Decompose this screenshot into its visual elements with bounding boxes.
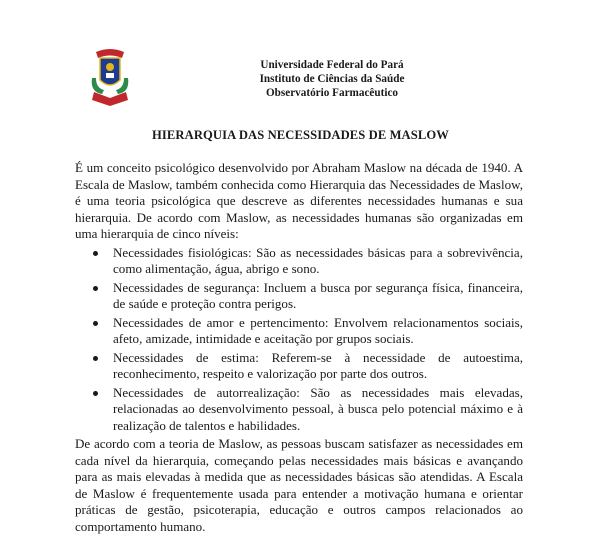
intro-paragraph: É um conceito psicológico desenvolvido por Abraham Maslow na década de 1940. A Escala de Maslow, também conhecida como Hierarquia das Necessidades de Maslow, é uma teoria psicológica que descreve as diferentes necessidades humanas e sua hierarquia. De acordo com Maslow, as necessidades humanas são organizadas em uma hierarquia de cinco níveis: <box>75 160 523 241</box>
institute-name: Instituto de Ciências da Saúde <box>259 73 405 85</box>
university-logo <box>88 48 132 110</box>
list-item: Necessidades fisiológicas: São as necessidades básicas para a sobrevivência, como alimentação, água, abrigo e sono. <box>113 244 523 276</box>
needs-list <box>75 245 523 435</box>
institution-header <box>232 58 432 100</box>
conclusion-paragraph: De acordo com a teoria de Maslow, as pessoas buscam satisfazer as necessidades em cada nível da hierarquia, começando pelas necessidades mais básicas e avançando para as mais elevadas à medida que as necessidades básicas são atendidas. A Escala de Maslow é frequentemente usada para entender a motivação humana e orientar práticas de gestão, psicoterapia, educação e outros campos relacionados ao comportamento humano. <box>75 436 523 534</box>
university-coat-of-arms-icon <box>88 48 132 110</box>
list-item: Necessidades de estima: Referem-se à necessidade de autoestima, reconhecimento, respeito e valorização por parte dos outros. <box>113 349 523 381</box>
document-title: HIERARQUIA DAS NECESSIDADES DE MASLOW <box>152 128 449 142</box>
observatory-name: Observatório Farmacêutico <box>265 87 399 99</box>
list-item: Necessidades de autorrealização: São as necessidades mais elevadas, relacionadas ao desenvolvimento pessoal, à busca pelo potencial máximo e à realização de talentos e habilidades. <box>113 384 523 433</box>
document-body <box>75 160 523 535</box>
list-item: Necessidades de amor e pertencimento: Envolvem relacionamentos sociais, afeto, amizade, intimidade e aceitação por grupos sociais. <box>113 314 523 346</box>
university-name: Universidade Federal do Pará <box>260 59 404 71</box>
list-item: Necessidades de segurança: Incluem a busca por segurança física, financeira, de saúde e proteção contra perigos. <box>113 279 523 311</box>
